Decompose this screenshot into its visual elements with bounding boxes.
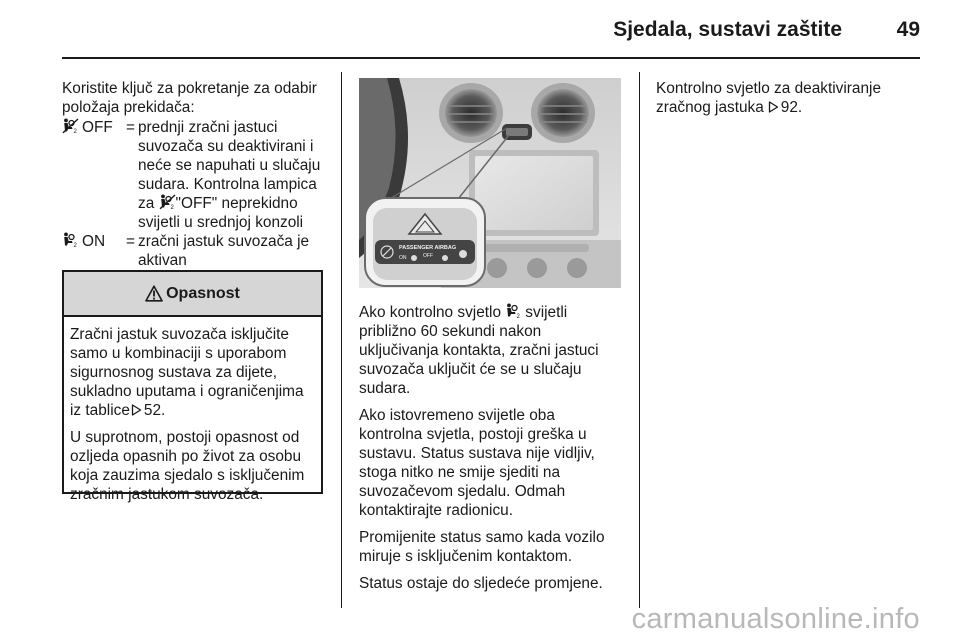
warning-heading: [64, 272, 321, 317]
page-reference-arrow-icon: [768, 101, 779, 113]
watermark: carmanualsonline.info: [631, 603, 920, 635]
switch-position-definitions: [62, 118, 328, 270]
airbag-off-icon: [62, 118, 79, 134]
photo-on-label: ON: [399, 255, 407, 261]
definition-term-off: OFF: [82, 119, 113, 136]
definition-term-on: ON: [82, 233, 106, 250]
column-2-paragraph-2: Ako istovremeno svijetle oba kontrolna svjetla, postoji greška u sustavu. Status sustava nije vidljiv, stoga nitko ne smije sjediti na suvozačevom sjedalu. Odmah kontaktirajte radionicu.: [359, 407, 595, 519]
danger-warning-box: [62, 270, 323, 503]
warning-body: [64, 317, 321, 504]
header-divider: [62, 57, 920, 59]
warning-triangle-icon: [145, 285, 163, 302]
column-2: [359, 303, 627, 593]
warning-heading-text: Opasnost: [166, 284, 240, 302]
column-divider-1: [341, 72, 342, 608]
column-2-paragraph-1: Ako kontrolno svjetlo svijetli približno 60 sekundi nakon uključivanja kontakta, zračni jastuci suvozača uključit će se u slučaju sudara.: [359, 304, 599, 397]
passenger-airbag-label: PASSENGER AIRBAG: [399, 245, 457, 251]
warning-paragraph-2: U suprotnom, postoji opasnost od ozljeda opasnih po život za osobu koja zauzima sjedalo s isključenim zračnim jastukom suvozača.: [70, 429, 305, 503]
definition-off: [62, 118, 328, 232]
column-2-paragraph-3: Promijenite status samo kada vozilo miruje s isključenim kontaktom.: [359, 529, 605, 565]
dashboard-photo: [359, 78, 621, 288]
column-divider-2: [639, 72, 640, 608]
page-reference-arrow-icon: [131, 404, 142, 416]
page-header-title: Sjedala, sustavi zaštite: [613, 18, 842, 41]
column-1: [62, 79, 328, 270]
dashboard-illustration: [359, 78, 621, 288]
column-2-paragraph-4: Status ostaje do sljedeće promjene.: [359, 575, 603, 592]
page-reference-link[interactable]: 92.: [780, 99, 803, 116]
airbag-off-icon: [159, 194, 176, 210]
airbag-on-icon: [505, 303, 522, 319]
airbag-on-icon: [62, 232, 79, 248]
column-3: Kontrolno svjetlo za deaktiviranje zračnog jastuka 92.: [656, 79, 920, 117]
definition-on: [62, 232, 328, 270]
page-number: 49: [896, 18, 920, 41]
column-3-line-1: Kontrolno svjetlo za deaktiviranje: [656, 80, 881, 97]
warning-paragraph-1: Zračni jastuk suvozača isključite samo u kombinaciji s uporabom sigurnosnog sustava za dijete, sukladno uputama i ograničenjima iz tablice 52.: [70, 326, 304, 419]
definition-desc-on: zračni jastuk suvozača je aktivan: [138, 233, 310, 269]
intro-text: Koristite ključ za pokretanje za odabir položaja prekidača:: [62, 80, 317, 116]
definition-desc-off: prednji zračni jastuci suvozača su deaktivirani i neće se napuhati u slučaju sudara. Kontrolna lampica za "OFF" neprekidno svijetli u srednjoj konzoli: [138, 119, 321, 231]
photo-off-label: OFF: [423, 253, 433, 259]
definition-equals: =: [126, 119, 135, 136]
definition-equals: =: [126, 233, 135, 250]
page-reference-link[interactable]: 52.: [143, 402, 166, 419]
